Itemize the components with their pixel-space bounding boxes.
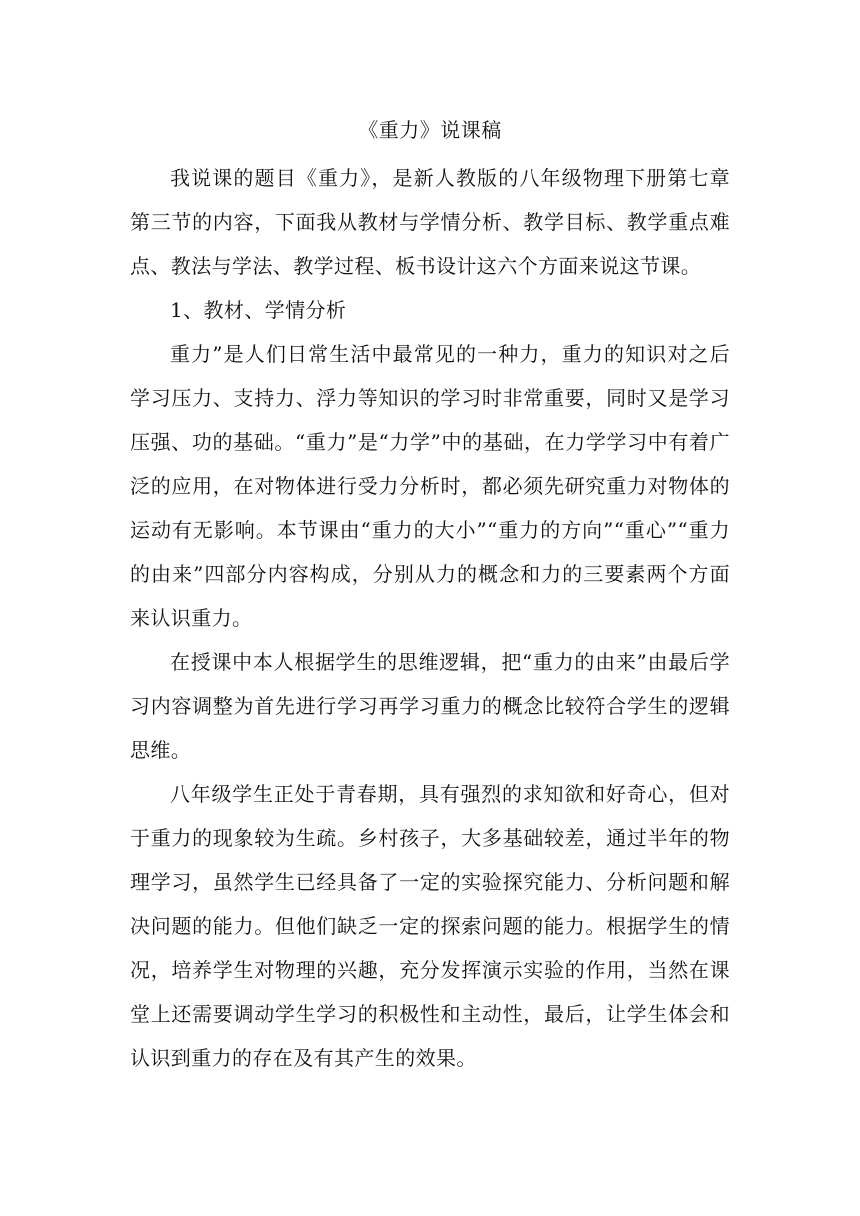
document-title: 《重力》说课稿 — [358, 118, 502, 142]
section-heading-1: 1、教材、学情分析 — [170, 298, 347, 322]
document-body — [130, 112, 730, 1080]
paragraph-teaching-order: 在授课中本人根据学生的思维逻辑，把“重力的由来”由最后学习内容调整为首先进行学习再学习重力的概念比较符合学生的逻辑思维。 — [130, 650, 730, 762]
paragraph-intro: 我说课的题目《重力》，是新人教版的八年级物理下册第七章第三节的内容，下面我从教材与学情分析、教学目标、教学重点难点、教法与学法、教学过程、板书设计这六个方面来说这节课。 — [130, 166, 730, 278]
paragraph-student-analysis: 八年级学生正处于青春期，具有强烈的求知欲和好奇心，但对于重力的现象较为生疏。乡村孩子，大多基础较差，通过半年的物理学习，虽然学生已经具备了一定的实验探究能力、分析问题和解决问题的能力。但他们缺乏一定的探索问题的能力。根据学生的情况，培养学生对物理的兴趣，充分发挥演示实验的作用，当然在课堂上还需要调动学生学习的积极性和主动性，最后，让学生体会和认识到重力的存在及有其产生的效果。 — [130, 782, 730, 1070]
title-spacer — [130, 148, 730, 156]
paragraph-textbook-analysis: 重力”是人们日常生活中最常见的一种力，重力的知识对之后学习压力、支持力、浮力等知识的学习时非常重要，同时又是学习压强、功的基础。“重力”是“力学”中的基础，在力学学习中有着广泛的应用，在对物体进行受力分析时，都必须先研究重力对物体的运动有无影响。本节课由“重力的大小”“重力的方向”“重心”“重力的由来”四部分内容构成，分别从力的概念和力的三要素两个方面来认识重力。 — [130, 342, 730, 630]
